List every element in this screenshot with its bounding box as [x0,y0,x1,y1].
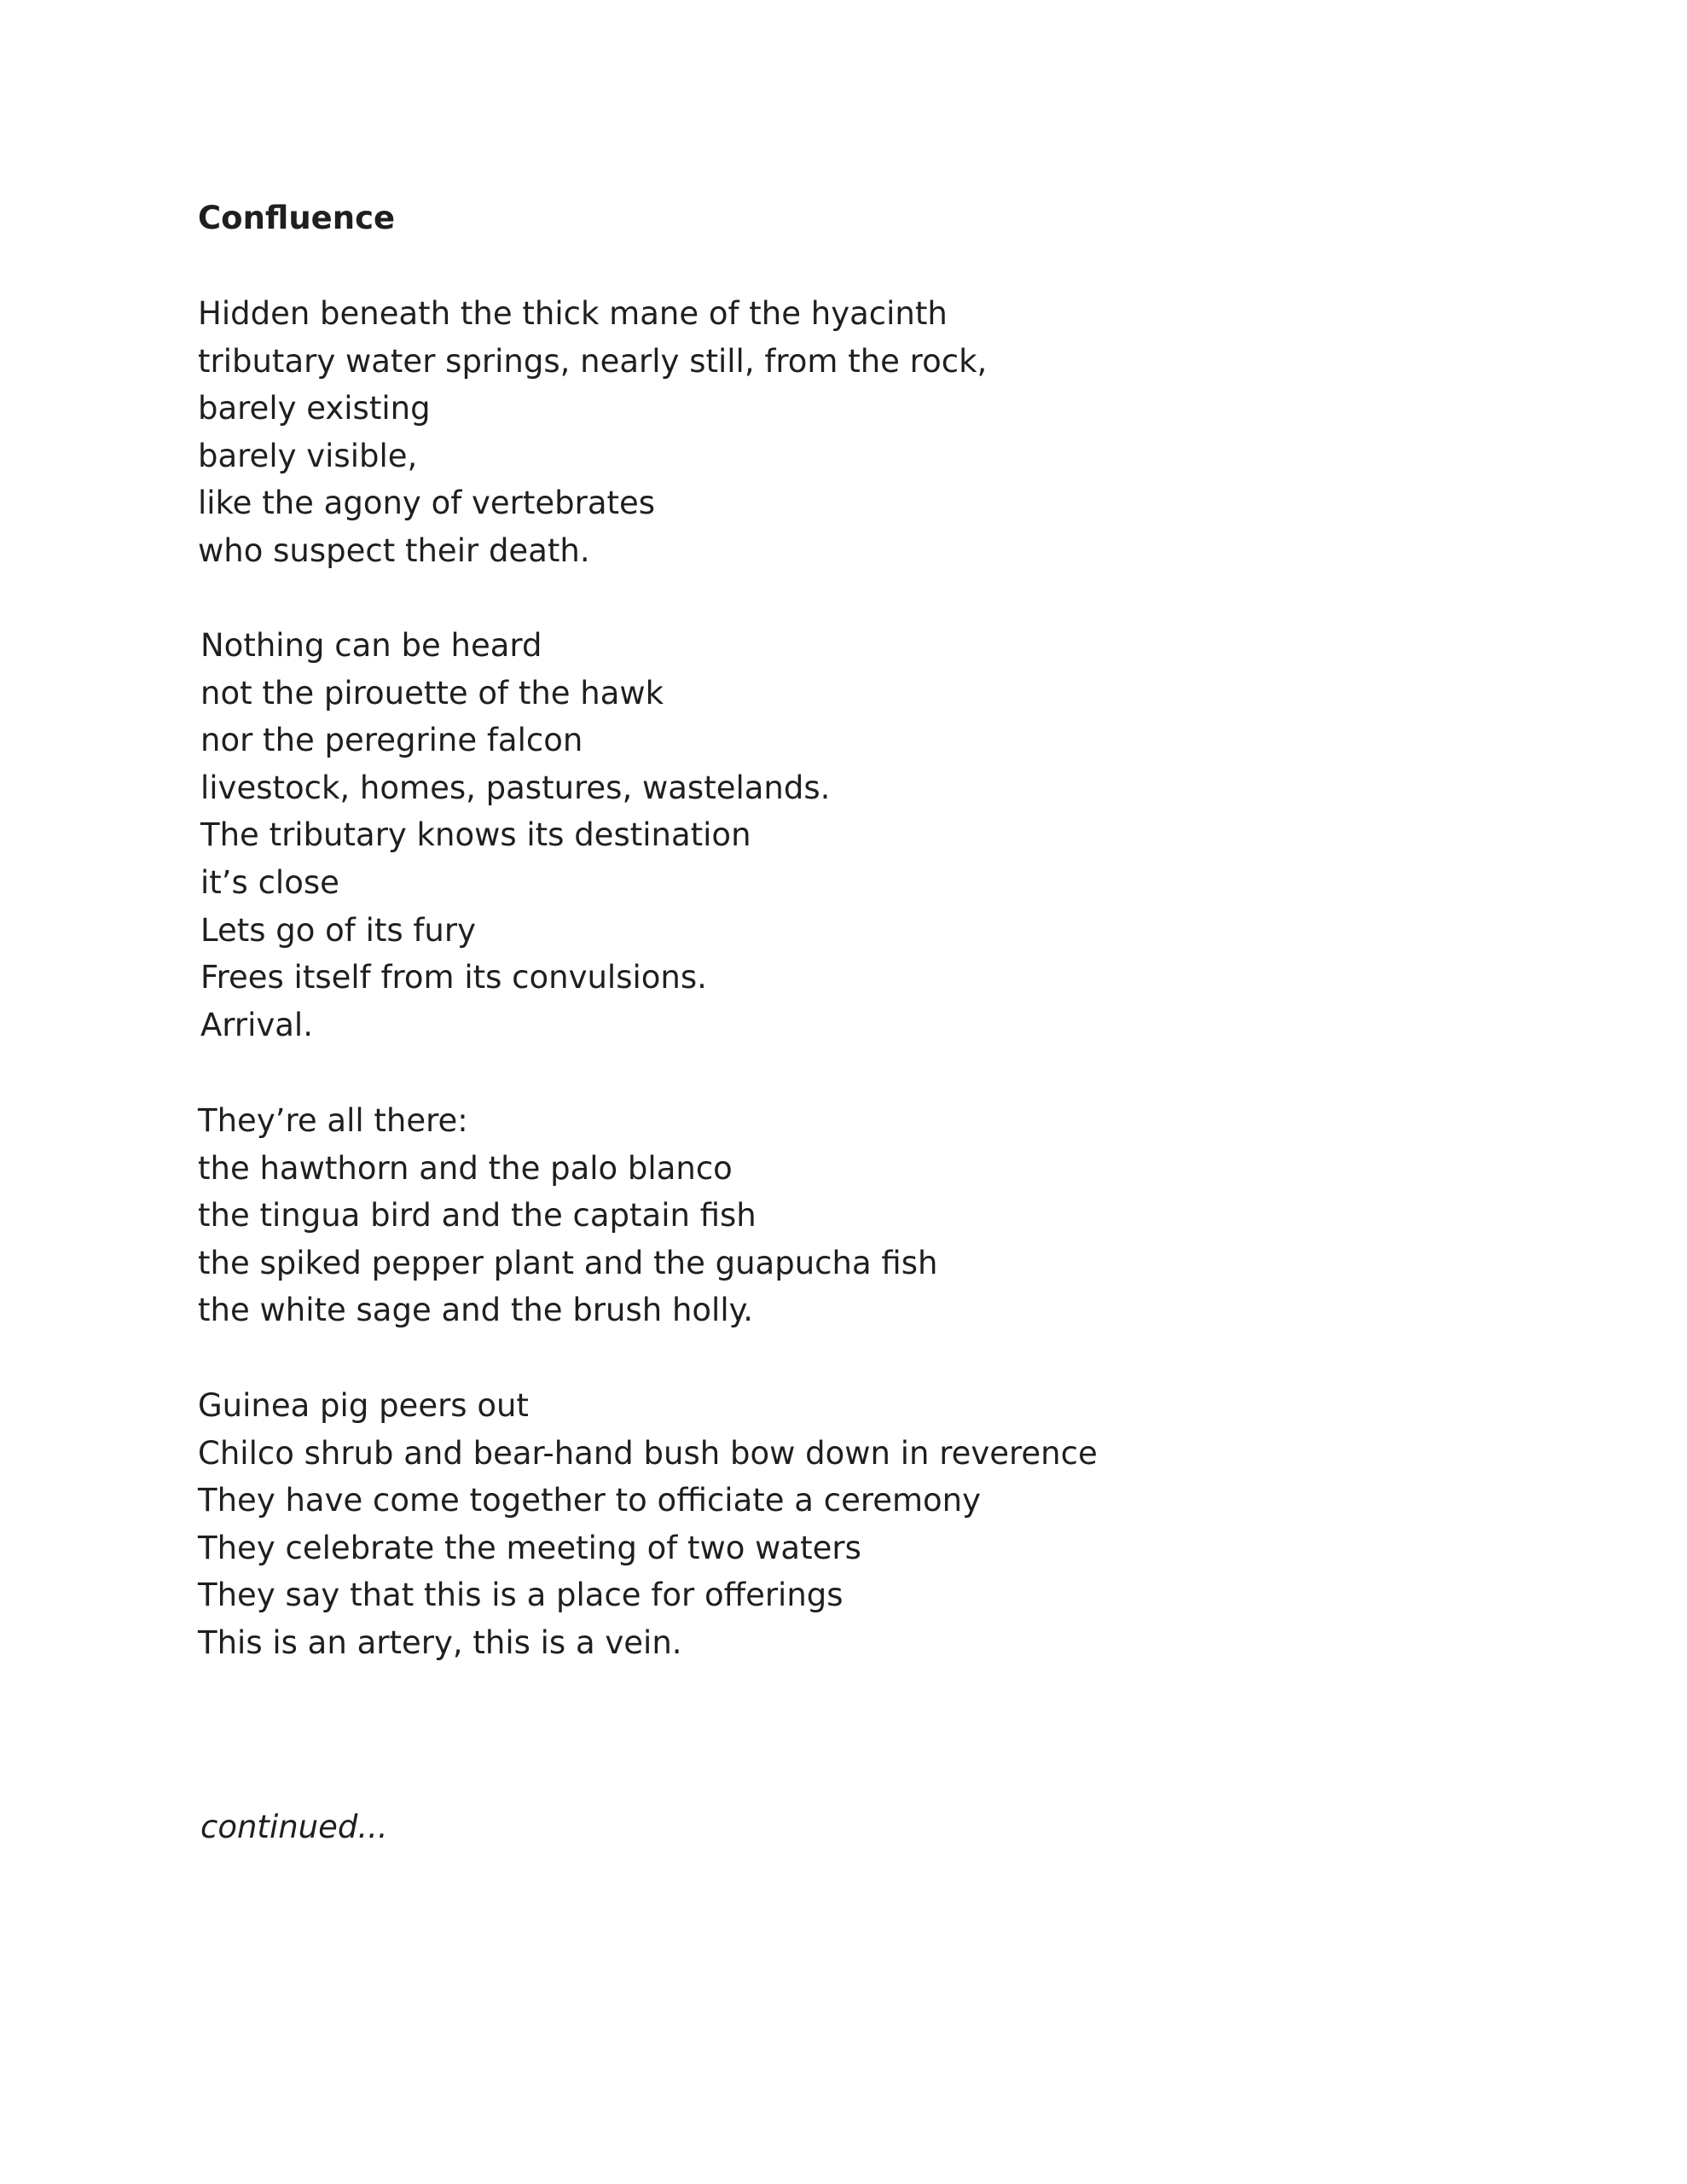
poem-line: the hawthorn and the palo blanco [198,1149,733,1187]
poem-line: tributary water springs, nearly still, from the rock, [198,342,988,380]
poem-line: the spiked pepper plant and the guapucha fish [198,1244,938,1281]
poem-line: not the pirouette of the hawk [200,674,664,712]
continued-note: continued... [200,1809,388,1845]
poem-line: Guinea pig peers out [198,1387,529,1424]
poem-line: They’re all there: [198,1102,468,1139]
poem-line: Nothing can be heard [200,627,542,664]
poem-line: barely visible, [198,437,418,474]
stanza-4 [198,1382,1098,1667]
poem-line: The tributary knows its destination [200,816,751,854]
poem-line: Arrival. [200,1006,313,1043]
poem-line: nor the peregrine falcon [200,722,583,759]
poem-line: They have come together to officiate a ceremony [198,1482,982,1519]
poem-line: Chilco shrub and bear-hand bush bow down in reverence [198,1434,1098,1472]
stanza-1 [198,290,987,575]
poem-line: This is an artery, this is a vein. [198,1623,682,1661]
stanza-3 [198,1097,937,1334]
poem-line: the white sage and the brush holly. [198,1292,753,1329]
poem-line: Lets go of its fury [200,911,476,949]
poem-line: barely existing [198,390,431,427]
poem-line: They say that this is a place for offerings [198,1577,844,1614]
poem-line: the tingua bird and the captain fish [198,1197,757,1234]
poem-line: who suspect their death. [198,531,590,569]
poem-line: it’s close [200,863,339,901]
stanza-2 [200,622,830,1048]
poem-line: Hidden beneath the thick mane of the hyacinth [198,295,948,332]
poem-line: like the agony of vertebrates [198,485,656,522]
poem-line: Frees itself from its convulsions. [200,959,707,996]
poem-title: Confluence [198,200,396,236]
poem-line: They celebrate the meeting of two waters [198,1529,861,1566]
poem-line: livestock, homes, pastures, wastelands. [200,769,831,806]
